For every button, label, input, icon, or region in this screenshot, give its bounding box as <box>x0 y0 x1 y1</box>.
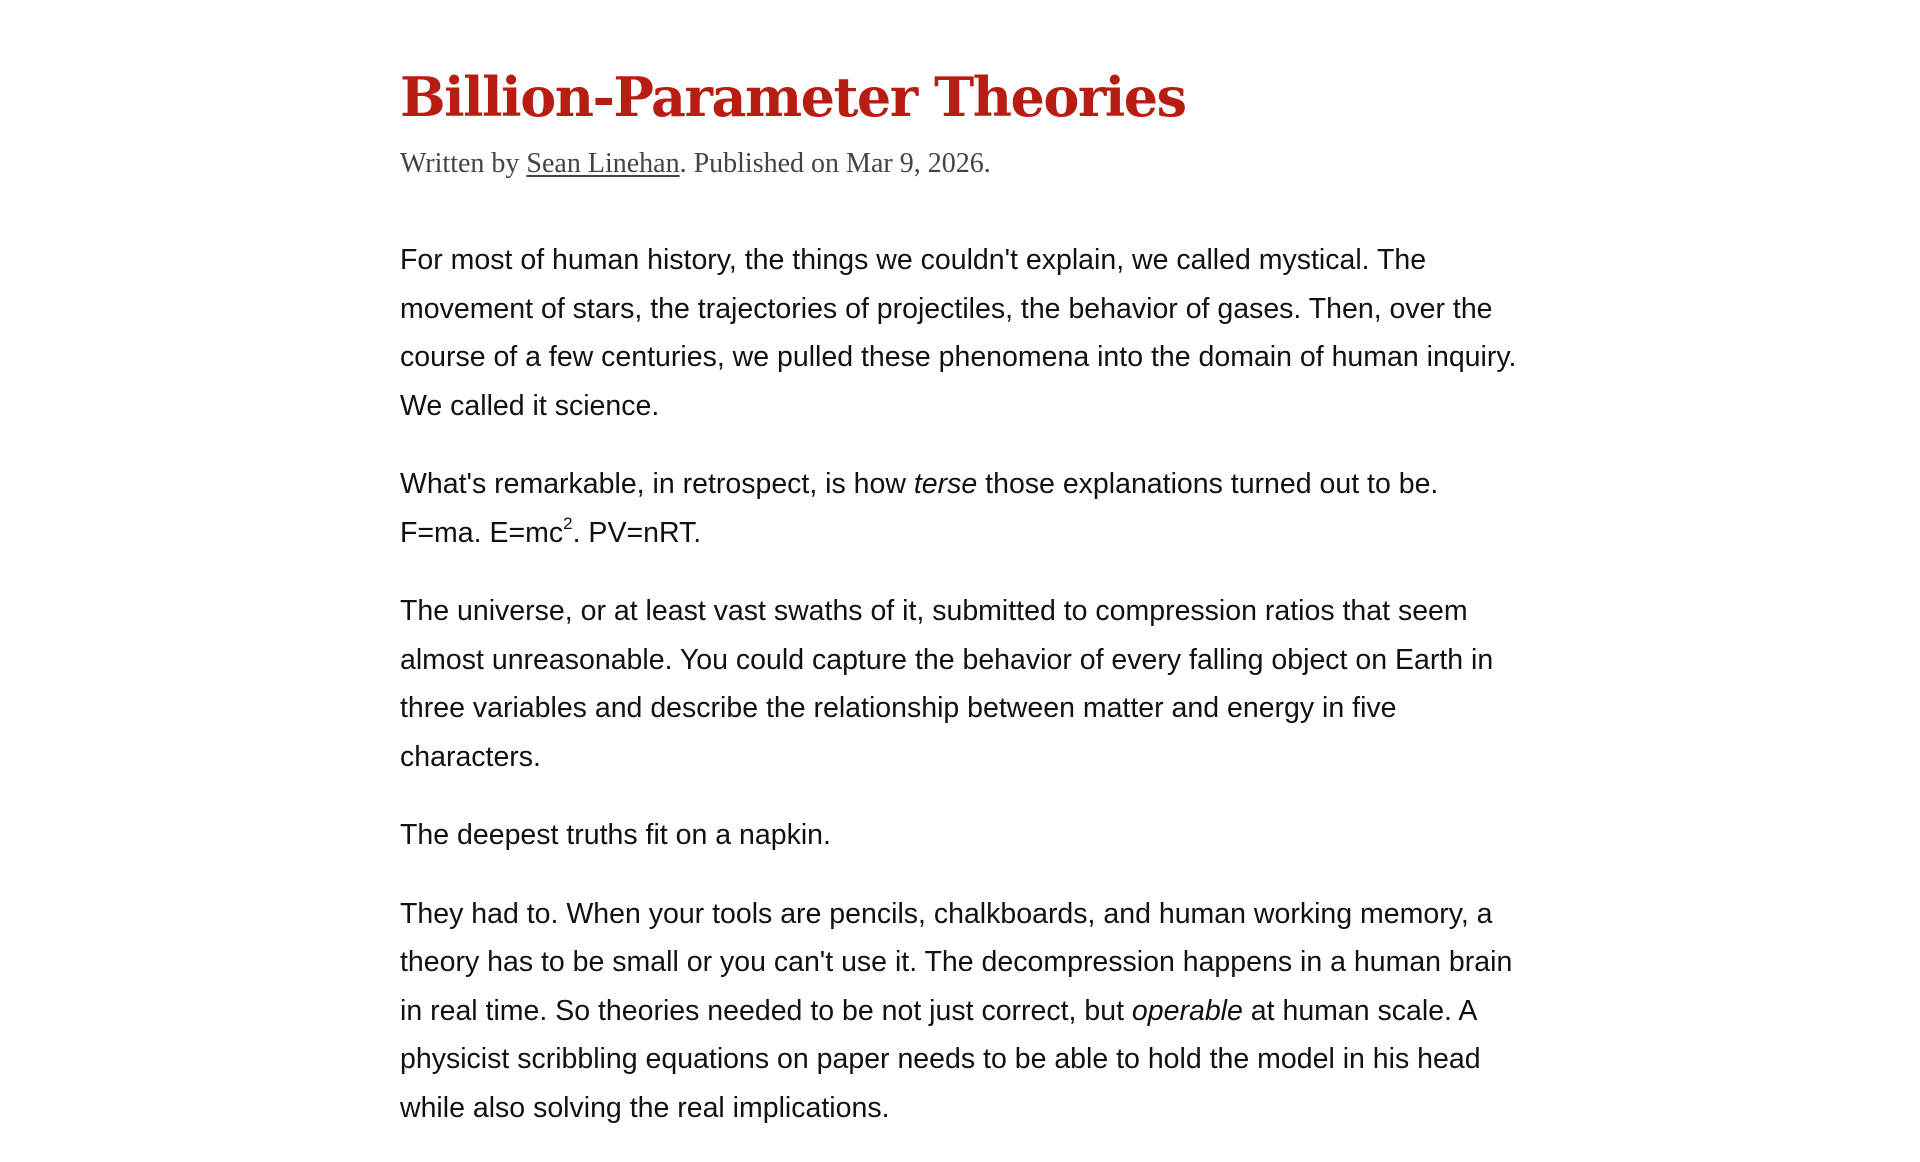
paragraph-2-before: What's remarkable, in retrospect, is how <box>400 468 914 500</box>
byline-suffix: . <box>983 148 991 179</box>
article <box>400 62 1530 1162</box>
paragraph-5 <box>400 890 1530 1133</box>
article-body <box>400 236 1530 1132</box>
paragraph-2-after: those explanations turned out to be. <box>977 468 1439 500</box>
byline-middle: . Published on <box>679 148 847 179</box>
article-title: Billion-Parameter Theories <box>400 65 1186 129</box>
formula-part-1: F=ma. E=mc <box>400 516 564 549</box>
formula-part-2: . PV=nRT. <box>572 516 702 549</box>
paragraph-3: The universe, or at least vast swaths of it, submitted to compression ratios that seem almost unreasonable. You could capture the behavior of every falling object on Earth in three variables and describe the relationship between matter and energy in five characters. <box>400 595 1494 773</box>
paragraph-5-after: at human scale. A physicist scribbling equations on paper needs to be able to hold the model in his head while also solving the real implications. <box>400 994 1481 1124</box>
paragraph-1: For most of human history, the things we couldn't explain, we called mystical. The movement of stars, the trajectories of projectiles, the behavior of gases. Then, over the course of a few centuries, we pulled these phenomena into the domain of human inquiry. We called it science. <box>400 244 1517 422</box>
paragraph-2 <box>400 460 1530 557</box>
paragraph-4: The deepest truths fit on a napkin. <box>400 819 831 851</box>
publish-date: Mar 9, 2026 <box>846 148 984 179</box>
emphasis-terse: terse <box>913 468 978 500</box>
author-link[interactable]: Sean Linehan <box>526 148 680 179</box>
byline-prefix: Written by <box>400 148 527 179</box>
emphasis-operable: operable <box>1131 994 1243 1027</box>
byline <box>400 148 1530 180</box>
formula-superscript: 2 <box>563 513 573 533</box>
paragraph-5-before: They had to. When your tools are pencils, chalkboards, and human working memory, a theory has to be small or you can't use it. The decompression happens in a human brain in real time. So theories needed to be not just correct, but <box>400 897 1513 1027</box>
